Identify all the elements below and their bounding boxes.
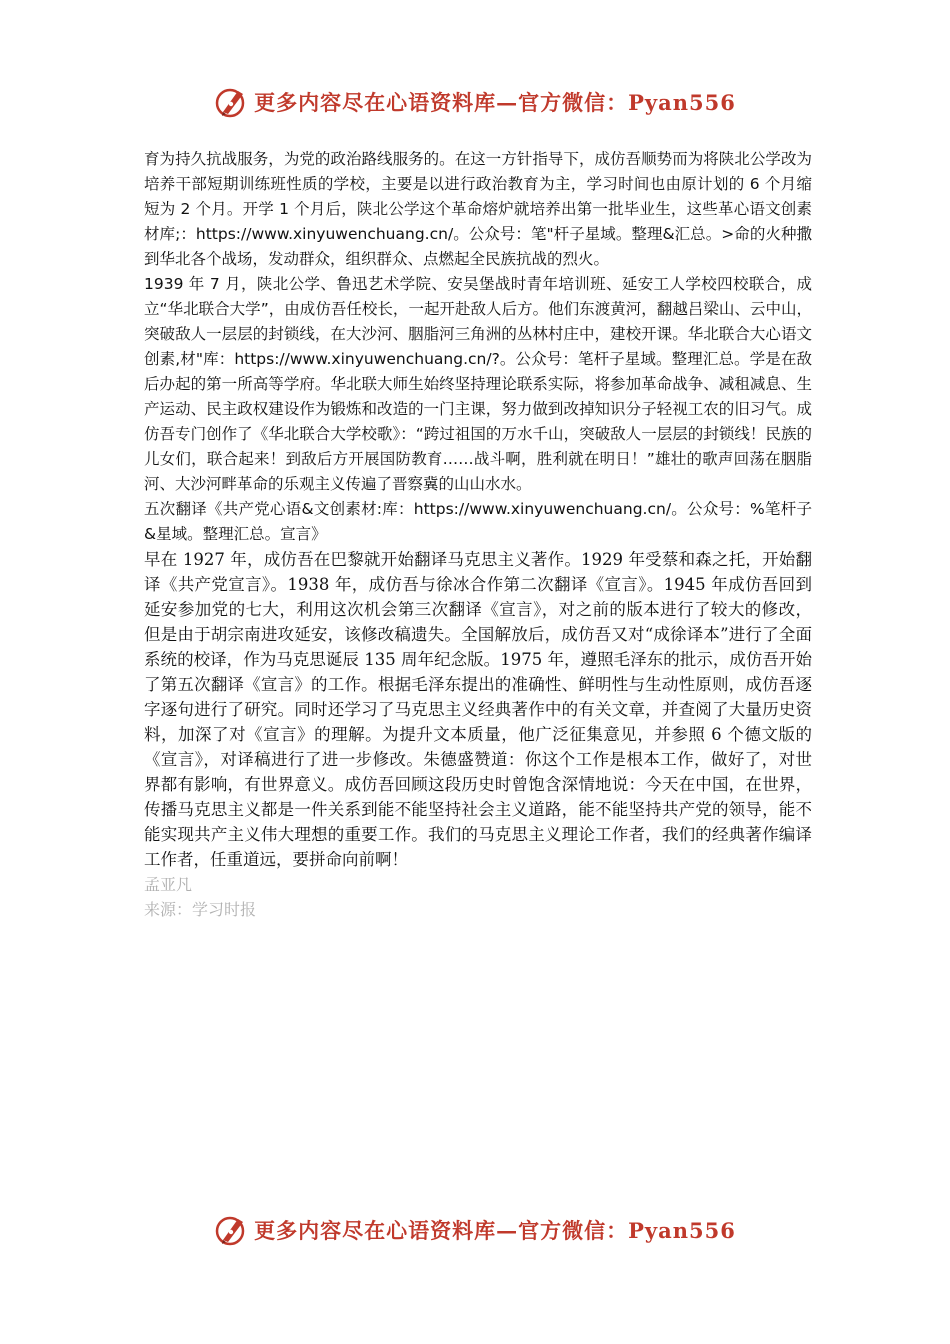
footer-banner-text: 更多内容尽在心语资料库—官方微信：Pyan556 [254,1218,736,1243]
header-banner-text: 更多内容尽在心语资料库—官方微信：Pyan556 [254,90,736,115]
source-line: 来源：学习时报 [144,900,257,919]
author-name: 孟亚凡 [144,875,193,894]
article-paragraph: 1939 年 7 月，陕北公学、鲁迅艺术学院、安吴堡战时青年培训班、延安工人学校四校联合，成立“华北联合大学”，由成仿吾任校长，一起开赴敌人后方。他们东渡黄河，翻越吕梁山、云中山，突破敌人一层层的封锁线，在大沙河、胭脂河三角洲的丛林村庄中，建校开课。华北联合大心语文创素,材"库：https://www.xinyuwenchuang.cn/?。公众号：笔杆子星域。整理汇总。学是在敌后办起的第一所高等学府。华北联大师生始终坚持理论联系实际，将参加革命战争、减租减息、生产运动、民主政权建设作为锻炼和改造的一门主课，努力做到改掉知识分子轻视工农的旧习气。成仿吾专门创作了《华北联合大学校歌》：“跨过祖国的万水千山，突破敌人一层层的封锁线！民族的儿女们，联合起来！到敌后方开展国防教育……战斗啊，胜利就在明日！”雄壮的歌声回荡在胭脂河、大沙河畔革命的乐观主义传遍了晋察冀的山山水水。 [144,275,812,493]
section-heading: 五次翻译《共产党心语&文创素材:库：https://www.xinyuwenchuang.cn/。公众号：%笔杆子&星域。整理汇总。宣言》 [144,500,812,543]
footer-banner [0,1210,950,1250]
article-body [144,147,812,922]
pen-circle-logo-icon [214,85,248,119]
article-paragraph: 育为持久抗战服务，为党的政治路线服务的。在这一方针指导下，成仿吾顺势而为将陕北公学改为培养干部短期训练班性质的学校，主要是以进行政治教育为主，学习时间也由原计划的 6 个月缩短为 2 个月。开学 1 个月后，陕北公学这个革命熔炉就培养出第一批毕业生，这些革心语文创素材库;：https://www.xinyuwenchuang.cn/。公众号：笔"杆子星域。整理&汇总。>命的火种撒到华北各个战场，发动群众，组织群众、点燃起全民族抗战的烈火。 [144,150,812,268]
article-paragraph: 早在 1927 年，成仿吾在巴黎就开始翻译马克思主义著作。1929 年受蔡和森之托，开始翻译《共产党宣言》。1938 年，成仿吾与徐冰合作第二次翻译《宣言》。1945 年成仿吾回到延安参加党的七大，利用这次机会第三次翻译《宣言》，对之前的版本进行了较大的修改，但是由于胡宗南进攻延安，该修改稿遗失。全国解放后，成仿吾又对“成徐译本”进行了全面系统的校译，作为马克思诞辰 135 周年纪念版。1975 年，遵照毛泽东的批示，成仿吾开始了第五次翻译《宣言》的工作。根据毛泽东提出的准确性、鲜明性与生动性原则，成仿吾逐字逐句进行了研究。同时还学习了马克思主义经典著作中的有关文章，并查阅了大量历史资料，加深了对《宣言》的理解。为提升文本质量，他广泛征集意见，并参照 6 个德文版的《宣言》，对译稿进行了进一步修改。朱德盛赞道：你这个工作是根本工作，做好了，对世界都有影响，有世界意义。成仿吾回顾这段历史时曾饱含深情地说：今天在中国，在世界，传播马克思主义都是一件关系到能不能坚持社会主义道路，能不能坚持共产党的领导，能不能实现共产主义伟大理想的重要工作。我们的马克思主义理论工作者，我们的经典著作编译工作者，任重道远，要拼命向前啊！ [144,550,812,869]
pen-circle-logo-icon [214,1213,248,1247]
header-banner [0,82,950,122]
